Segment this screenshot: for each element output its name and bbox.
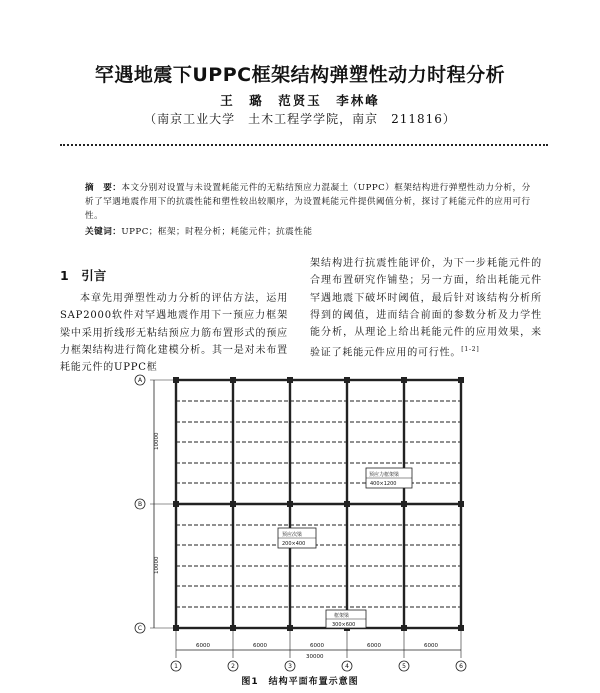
citation: [1-2]	[461, 346, 480, 354]
dim-left-bottom: 10000	[154, 556, 160, 574]
right-column	[310, 255, 542, 362]
axis-label-col: 4	[345, 663, 349, 670]
paper-title: 罕遇地震下UPPC框架结构弹塑性动力时程分析	[94, 64, 506, 86]
section-heading: 1 引言	[60, 268, 107, 283]
keywords-label: 关键词：	[85, 227, 122, 237]
right-column-text: 架结构进行抗震性能评价，为下一步耗能元件的合理布置研究作铺垫；另一方面，给出耗能元件罕遇地震下破坏时阈值，最后针对该结构分析所得到的阈值，进而结合前面的参数分析及力学性能分析，从理论上给出耗能元件的应用效果，来验证了耗能元件应用的可行性。	[310, 258, 542, 359]
axis-label-row: A	[137, 377, 143, 384]
authors: 王 璐 范贤玉 李林峰	[220, 93, 380, 108]
secondary-beam-label: 预应次梁	[282, 532, 303, 538]
keywords-text: UPPC；框架；时程分析；耗能元件；抗震性能	[121, 227, 313, 237]
prestressed-beam-label: 预应力框架梁	[369, 472, 400, 478]
keywords	[85, 225, 535, 237]
axis-label-col: 6	[459, 663, 463, 670]
dim-span: 6000	[253, 643, 267, 649]
left-column	[60, 290, 288, 376]
dim-span: 6000	[196, 643, 210, 649]
divider	[60, 144, 548, 146]
dim-left-top: 10000	[154, 432, 160, 450]
axis-label-row: B	[137, 501, 143, 508]
axis-label-col: 3	[288, 663, 292, 670]
abstract	[85, 181, 535, 223]
axis-label-col: 5	[402, 663, 406, 670]
dim-span: 6000	[367, 643, 381, 649]
floor-plan-figure	[120, 368, 480, 674]
dim-span: 6000	[310, 643, 324, 649]
prestressed-beam-size: 400×1200	[370, 481, 397, 487]
axis-label-col: 1	[174, 663, 178, 670]
axis-label-row: C	[137, 625, 143, 632]
dim-span: 6000	[424, 643, 438, 649]
dim-total: 30000	[306, 654, 324, 660]
secondary-beam-size: 200×400	[282, 541, 306, 547]
abstract-label: 摘 要：	[85, 183, 122, 193]
left-column-text: 本章先用弹塑性动力分析的评估方法，运用SAP2000软件对罕遇地震作用下一预应力框架梁中采用折线形无粘结预应力筋布置形式的预应力框架结构进行简化建模分析。其一是对未布置耗能元件的UPPC框	[60, 293, 288, 374]
affiliation: （南京工业大学 土木工程学学院，南京 211816）	[144, 112, 456, 126]
cross-beam-size: 300×600	[332, 622, 356, 628]
axis-label-col: 2	[231, 663, 235, 670]
figure-caption: 图1 结构平面布置示意图	[241, 677, 359, 687]
cross-beam-label: 框架梁	[334, 613, 350, 619]
abstract-text: 本文分别对设置与未设置耗能元件的无粘结预应力混凝土（UPPC）框架结构进行弹塑性动力分析，分析了罕遇地震作用下的抗震性能和塑性较出较顺序，为设置耗能元件提供阈值分析，探讨了耗能元件的应用可行性。	[85, 183, 531, 221]
